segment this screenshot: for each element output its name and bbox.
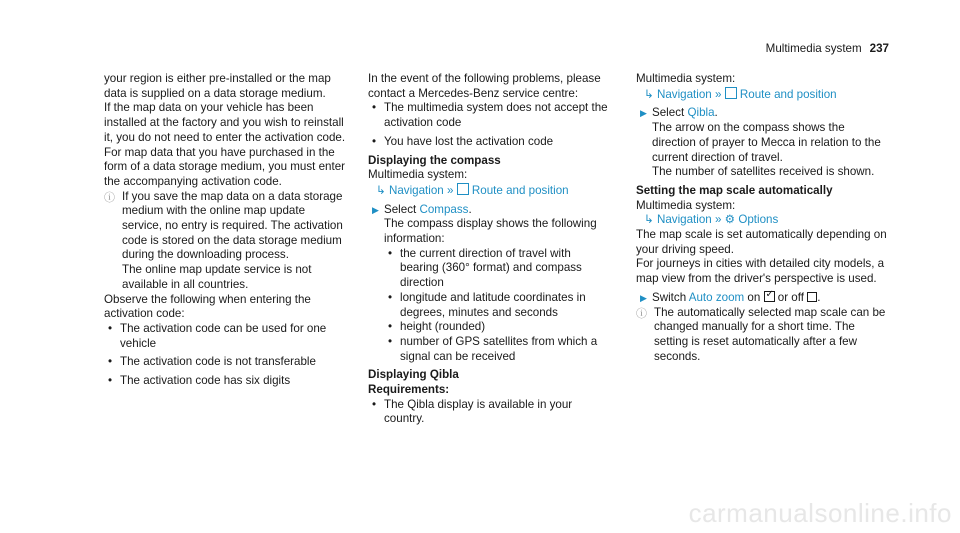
auto-zoom-link[interactable]: Auto zoom <box>688 290 745 304</box>
return-arrow-icon: ↳ <box>376 183 386 197</box>
qibla-link[interactable]: Qibla <box>687 106 715 120</box>
gear-icon: ⚙ <box>724 213 736 227</box>
nav-link[interactable]: Navigation <box>656 87 712 101</box>
page-number: 237 <box>869 42 889 55</box>
menu-path <box>636 213 888 228</box>
list-item: • The activation code can be used for one vehicle <box>108 321 327 350</box>
list-item: • The multimedia system does not accept the activation code <box>372 101 608 130</box>
column-2 <box>368 72 612 427</box>
paragraph: Multimedia system: <box>368 168 468 182</box>
double-chevron-icon: » <box>714 213 722 227</box>
list-item: • number of GPS satellites from which a signal can be received <box>388 334 598 363</box>
page-header <box>766 42 889 57</box>
return-arrow-icon: ↳ <box>644 213 654 227</box>
column-1 <box>104 72 348 389</box>
info-text: The online map update service is not available in all countries. <box>122 263 312 291</box>
nav-link[interactable]: Navigation <box>656 213 712 227</box>
step-arrow-icon: ▶ <box>640 292 647 303</box>
checkbox-empty-icon <box>807 292 817 302</box>
paragraph: Observe the following when entering the activation code: <box>104 292 311 321</box>
header-title: Multimedia system <box>765 42 862 55</box>
paragraph: The compass display shows the following information: <box>384 217 597 246</box>
list-item: • height (rounded) <box>388 320 486 334</box>
paragraph: If the map data on your vehicle has been installed at the factory and you wish to reinstall it, you do not need to enter the activation code. <box>104 101 346 144</box>
paragraph: For journeys in cities with detailed city models, a map view from the driver's perspective is used. <box>636 257 885 286</box>
return-arrow-icon: ↳ <box>644 87 654 101</box>
paragraph: Multimedia system: <box>636 198 736 212</box>
info-text: If you save the map data on a data storage medium with the online map update service, no entry is required. The activation code is stored on the data storage medium during the downloading process. <box>122 189 343 262</box>
watermark: carmanualsonline.info <box>688 498 952 529</box>
checkbox-checked-icon <box>764 291 775 302</box>
paragraph: The arrow on the compass shows the direction of prayer to Mecca in relation to the current direction of travel. <box>652 121 881 164</box>
list-item: • The activation code is not transferable <box>108 355 316 369</box>
info-note <box>636 306 888 365</box>
info-icon: ⓘ <box>104 191 115 204</box>
step-arrow-icon: ▶ <box>640 108 647 119</box>
info-text: The automatically selected map scale can be changed manually for a short time. The setting is reset automatically after a few seconds. <box>654 305 886 363</box>
route-icon <box>457 183 469 195</box>
route-icon <box>725 87 737 99</box>
double-chevron-icon: » <box>714 87 722 101</box>
step: ▶ Select Qibla. <box>636 106 888 121</box>
info-note <box>104 190 348 293</box>
requirements-label: Requirements: <box>368 383 450 397</box>
paragraph: The map scale is set automatically depending on your driving speed. <box>636 228 887 256</box>
list-item: • the current direction of travel with bearing (360° format) and compass direction <box>388 246 582 290</box>
column-3 <box>636 72 888 364</box>
paragraph: For map data that you have purchased in the form of a data storage medium, you must enter the accompanying activation code. <box>104 145 346 188</box>
section-heading: Setting the map scale automatically <box>636 183 833 197</box>
step-arrow-icon: ▶ <box>372 204 379 215</box>
menu-path <box>636 87 888 103</box>
compass-link[interactable]: Compass <box>419 202 469 216</box>
step: ▶ Select Compass. <box>368 203 612 218</box>
menu-path <box>368 183 612 199</box>
nav-link[interactable]: Navigation <box>388 183 444 197</box>
route-link[interactable]: Route and position <box>471 183 569 197</box>
paragraph: In the event of the following problems, please contact a Mercedes-Benz service centre: <box>368 72 601 100</box>
double-chevron-icon: » <box>446 183 454 197</box>
options-link[interactable]: Options <box>738 213 779 227</box>
list-item: • The activation code has six digits <box>108 374 291 388</box>
paragraph: your region is either pre-installed or the map data is supplied on a data storage medium. <box>104 72 331 100</box>
section-heading: Displaying Qibla <box>368 368 459 382</box>
route-link[interactable]: Route and position <box>739 87 837 101</box>
paragraph: The number of satellites received is shown. <box>652 165 875 179</box>
info-icon: ⓘ <box>636 307 647 320</box>
step: ▶ Switch Auto zoom on ✓ or off . <box>636 291 888 306</box>
section-heading: Displaying the compass <box>368 153 501 167</box>
list-item: • You have lost the activation code <box>372 134 554 148</box>
paragraph: Multimedia system: <box>636 72 736 85</box>
list-item: • longitude and latitude coordinates in degrees, minutes and seconds <box>388 290 586 319</box>
list-item: • The Qibla display is available in your country. <box>372 397 573 426</box>
